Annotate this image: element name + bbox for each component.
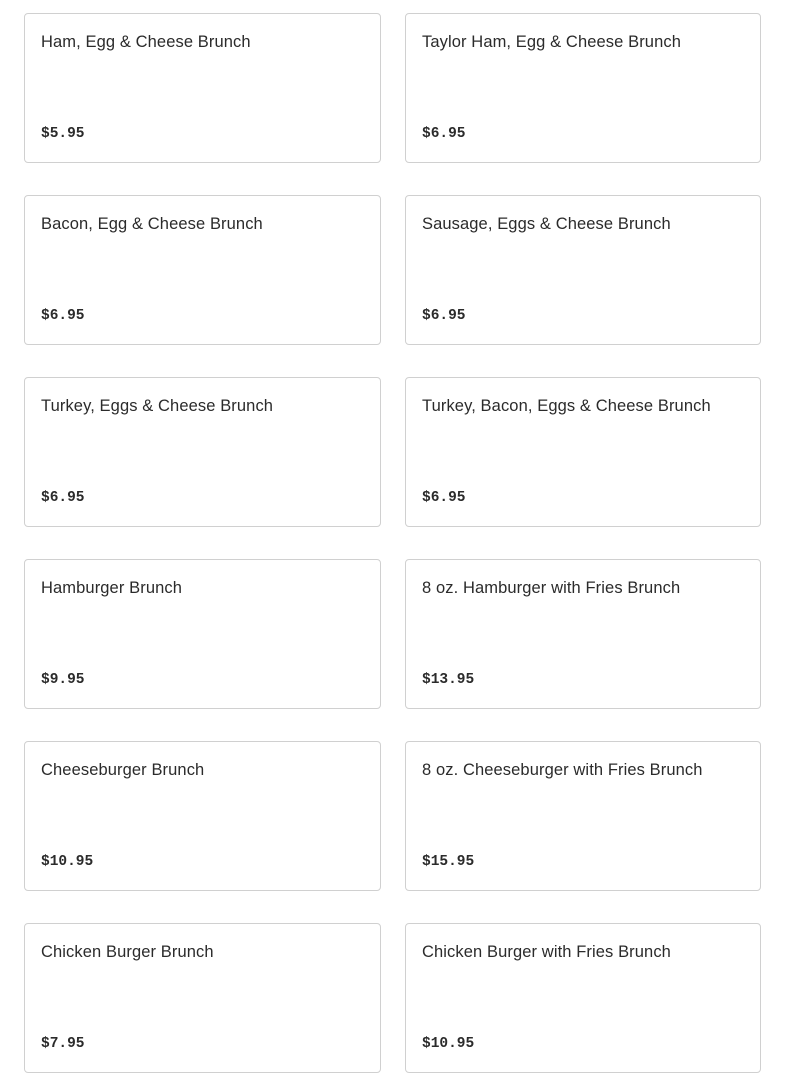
item-name: Taylor Ham, Egg & Cheese Brunch	[422, 33, 681, 51]
menu-item-card[interactable]	[24, 923, 381, 1073]
item-price: $6.95	[41, 308, 85, 324]
menu-item-card[interactable]	[405, 923, 761, 1073]
item-price: $9.95	[41, 672, 85, 688]
menu-item-card[interactable]	[24, 377, 381, 527]
item-price: $15.95	[422, 854, 475, 870]
item-price: $10.95	[422, 1036, 475, 1052]
menu-item-card[interactable]	[405, 13, 761, 163]
item-price: $7.95	[41, 1036, 85, 1052]
menu-item-card[interactable]	[405, 559, 761, 709]
item-price: $10.95	[41, 854, 94, 870]
item-name: Ham, Egg & Cheese Brunch	[41, 33, 251, 51]
item-price: $6.95	[422, 126, 466, 142]
item-name: Chicken Burger with Fries Brunch	[422, 943, 671, 961]
item-price: $13.95	[422, 672, 475, 688]
menu-item-card[interactable]	[24, 559, 381, 709]
item-name: Turkey, Bacon, Eggs & Cheese Brunch	[422, 397, 711, 415]
item-price: $6.95	[422, 490, 466, 506]
item-name: Hamburger Brunch	[41, 579, 182, 597]
menu-item-card[interactable]	[405, 741, 761, 891]
item-name: Bacon, Egg & Cheese Brunch	[41, 215, 263, 233]
item-name: Chicken Burger Brunch	[41, 943, 214, 961]
item-name: 8 oz. Cheeseburger with Fries Brunch	[422, 761, 703, 779]
menu-item-card[interactable]	[24, 13, 381, 163]
menu-item-card[interactable]	[405, 377, 761, 527]
menu-item-card[interactable]	[405, 195, 761, 345]
item-price: $6.95	[422, 308, 466, 324]
item-name: 8 oz. Hamburger with Fries Brunch	[422, 579, 681, 597]
item-name: Sausage, Eggs & Cheese Brunch	[422, 215, 671, 233]
item-price: $5.95	[41, 126, 85, 142]
item-name: Turkey, Eggs & Cheese Brunch	[41, 397, 274, 415]
item-name: Cheeseburger Brunch	[41, 761, 205, 779]
menu-item-card[interactable]	[24, 195, 381, 345]
item-price: $6.95	[41, 490, 85, 506]
menu-item-card[interactable]	[24, 741, 381, 891]
